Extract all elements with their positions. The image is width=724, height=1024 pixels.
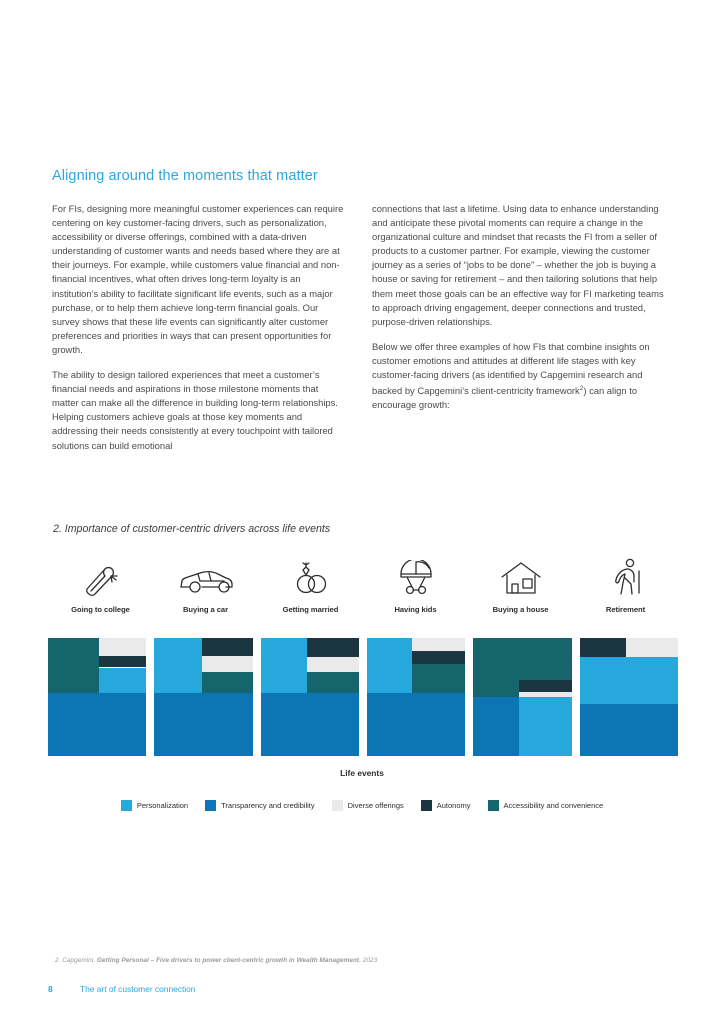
paragraph-left-1: For FIs, designing more meaningful customer experiences can require centering on key customer-facing drivers, such as personalization, accessibility or diverse offerings, combined with a data-driven understanding of customer wants and needs based where they are at their journeys. For example, while customers value financial and non-financial incentives, what often drives long-term loyalty is an institution’s ability to facilitate significant life events, such as a major purchase, or to help them achieve long-term financial goals. Our survey shows that these life events can significantly alter customer preferences and priorities in ways that can present opportunities for growth. <box>52 203 344 355</box>
chart-segment-autonomy <box>580 638 626 657</box>
legend-label: Transparency and credibility <box>221 801 315 810</box>
chart-segment-transparency <box>261 693 359 756</box>
footnote-prefix: 2. Capgemini, <box>55 957 97 964</box>
legend-label: Autonomy <box>436 801 471 810</box>
chart-segment-autonomy <box>99 656 146 668</box>
page-footer <box>48 984 195 994</box>
chart-segment-autonomy <box>202 638 253 656</box>
chart-segment-personalization <box>519 697 572 756</box>
life-event-buying-a-house <box>468 556 573 614</box>
legend-label: Diverse offerings <box>347 801 404 810</box>
chart-bar <box>473 638 571 756</box>
legend-label: Personalization <box>136 801 189 810</box>
paragraph-right-1: connections that last a lifetime. Using data to enhance understanding and anticipate these pivotal moments can require a change in the organizational culture and mindset that recasts the FI from a seller of products to a customer partner. For example, viewing the customer journey as a series of “jobs to be done” – whether the job is buying a house or saving for retirement – and then tailoring solutions that help them meet those goals can be an effective way for FI marketing teams to approach driving engagement, deeper connections and trusted, purpose-driven relationships. <box>372 203 664 327</box>
legend-label: Accessibility and convenience <box>503 801 604 810</box>
footnote-suffix: , 2023 <box>359 957 378 964</box>
mosaic-chart <box>48 638 678 756</box>
life-event-label: Going to college <box>71 605 130 614</box>
life-event-label: Getting married <box>282 605 339 614</box>
chart-segment-personalization <box>367 638 412 693</box>
chart-segment-personalization <box>580 657 678 704</box>
life-event-retirement <box>573 556 678 614</box>
car-icon <box>178 556 234 596</box>
chart-segment-autonomy <box>519 680 572 692</box>
chart-segment-diverse_offerings <box>99 638 146 656</box>
footnote-emphasis: Getting Personal – Five drivers to power client-centric growth in Wealth Management <box>96 957 360 964</box>
chart-segment-accessibility <box>473 680 518 697</box>
section-title: Aligning around the moments that matter <box>52 168 318 184</box>
chart-segment-transparency <box>154 693 252 756</box>
footnote-marker: 2 <box>579 385 584 393</box>
footnote <box>55 957 377 964</box>
legend-item-accessibility <box>488 800 604 811</box>
body-column-left <box>52 202 347 453</box>
paragraph-right-2-post: ) can align to encourage growth: <box>372 385 638 411</box>
chart-segment-accessibility <box>48 638 99 693</box>
legend-swatch-accessibility <box>488 800 499 811</box>
life-event-label: Retirement <box>605 605 646 614</box>
chart-segment-transparency <box>48 693 146 756</box>
legend-item-personalization <box>121 800 188 811</box>
chart-bar <box>580 638 678 756</box>
chart-segment-transparency <box>367 693 465 756</box>
chart-segment-accessibility <box>412 664 465 694</box>
chart-bar <box>261 638 359 756</box>
chart-bar <box>154 638 252 756</box>
chart-bar <box>48 638 146 756</box>
chart-segment-personalization <box>99 668 146 694</box>
paragraph-right-2 <box>372 340 674 413</box>
diploma-icon <box>81 556 121 596</box>
chart-segment-autonomy <box>307 638 359 657</box>
chart-segment-accessibility <box>307 672 359 693</box>
legend-item-transparency <box>205 800 315 811</box>
stroller-icon <box>396 556 436 596</box>
chart-segment-transparency <box>473 697 518 756</box>
chart-segment-transparency <box>580 704 678 756</box>
chart-segment-personalization <box>154 638 201 693</box>
life-event-having-kids <box>363 556 468 614</box>
house-icon <box>500 556 542 596</box>
figure-title: 2. Importance of customer-centric drivers across life events <box>53 523 331 535</box>
chart-legend <box>0 800 724 811</box>
life-event-going-to-college <box>48 556 153 614</box>
legend-item-diverse_offerings <box>332 800 404 811</box>
life-event-label: Buying a car <box>183 605 228 614</box>
legend-swatch-diverse_offerings <box>332 800 343 811</box>
body-column-right <box>372 202 674 412</box>
life-event-label: Having kids <box>394 605 437 614</box>
paragraph-left-2: The ability to design tailored experiences that meet a customer’s financial needs and aspirations in those milestone moments that matter can make all the difference in building long-term relationships. Helping customers achieve goals at those key moments and addressing their needs consistently at every touchpoint with tailored solutions can build emotional <box>52 369 338 451</box>
chart-axis-label: Life events <box>340 768 384 778</box>
life-event-label: Buying a house <box>492 605 549 614</box>
life-event-buying-a-car <box>153 556 258 614</box>
retiree-icon <box>609 556 643 596</box>
footer-page-number: 8 <box>48 984 53 994</box>
life-event-icons-row <box>48 556 678 614</box>
paragraph-right-2-pre: Below we offer three examples of how FIs that combine insights on customer emotions and attitudes at different life stages with key customer-facing drivers (as identified by Capgemini research and backed by Capgemini’s client-centricity framework <box>372 340 650 397</box>
chart-segment-diverse_offerings <box>202 656 253 673</box>
legend-swatch-personalization <box>121 800 132 811</box>
chart-segment-accessibility <box>202 672 253 693</box>
chart-segment-diverse_offerings <box>412 638 465 651</box>
legend-item-autonomy <box>421 800 471 811</box>
chart-segment-personalization <box>261 638 307 693</box>
footer-document-title: The art of customer connection <box>80 984 196 994</box>
chart-bar <box>367 638 465 756</box>
chart-segment-diverse_offerings <box>626 638 678 657</box>
legend-swatch-autonomy <box>421 800 432 811</box>
chart-segment-accessibility <box>473 638 571 680</box>
chart-segment-diverse_offerings <box>307 657 359 672</box>
rings-icon <box>290 556 332 596</box>
legend-swatch-transparency <box>205 800 216 811</box>
chart-segment-autonomy <box>412 651 465 664</box>
life-event-getting-married <box>258 556 363 614</box>
